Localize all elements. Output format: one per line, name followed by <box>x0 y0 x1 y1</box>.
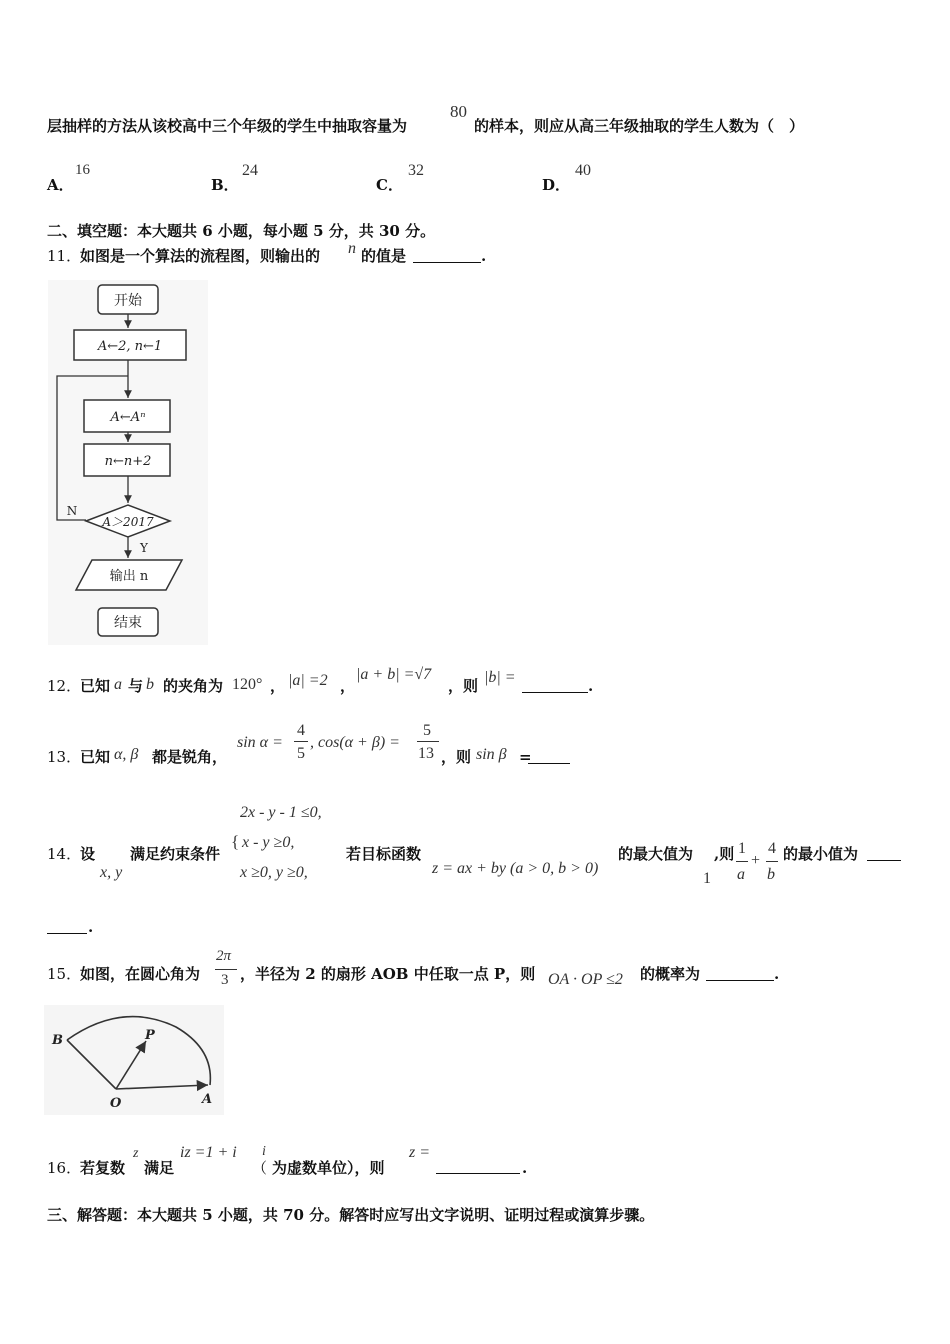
q10-option-c-value: 32 <box>408 162 424 179</box>
q12-text-4: ，则 <box>448 677 479 695</box>
q13-f2-den: 13 <box>418 745 434 762</box>
flow-end-text: 结束 <box>114 615 142 631</box>
q15-angle-den: 3 <box>221 972 229 988</box>
q14-text-5: ,则 <box>714 845 735 863</box>
q14-e2-bar <box>766 861 778 862</box>
q13-vars: α, β <box>114 746 139 763</box>
q10-option-d-label: D． <box>542 176 571 194</box>
q12-text-1: 已知 <box>80 677 111 695</box>
flow-no-label: N <box>66 504 78 518</box>
q14-constraint-3: x ≥0, y ≥0, <box>240 864 308 881</box>
q10-sample-size: 80 <box>450 102 467 121</box>
q12-answer-blank[interactable] <box>522 692 588 693</box>
q14-e1-den: a <box>737 866 745 883</box>
q13-answer-blank[interactable] <box>528 763 570 764</box>
q12-var-a: a <box>114 676 122 693</box>
q12-comma-1: ， <box>270 677 286 695</box>
q14-e1-num: 1 <box>738 840 746 857</box>
q13-eq: = <box>519 748 532 766</box>
q11-number: 11． <box>47 247 82 265</box>
q15-sector-figure <box>44 1005 224 1115</box>
q14-end: . <box>88 918 94 936</box>
q12-number: 12． <box>47 677 82 695</box>
sector-label-p: P <box>145 1028 155 1043</box>
q14-text-4: 的最大值为 <box>618 845 694 863</box>
q14-text-3: 若目标函数 <box>346 845 422 863</box>
q14-constraint-2: x - y ≥0, <box>242 834 295 851</box>
q13-cos-lhs: , cos(α + β) = <box>310 734 400 751</box>
q16-var-i: i <box>262 1144 266 1159</box>
q13-f1-den: 5 <box>297 745 305 762</box>
q10-option-a-value: 16 <box>75 162 90 178</box>
sector-label-b: B <box>52 1033 63 1048</box>
flow-output-text: 输出 n <box>109 569 149 584</box>
q15-text-2: ，半径为 2 的扇形 AOB 中任取一点 P，则 <box>240 965 536 983</box>
q14-objective: z = ax + by (a > 0, b > 0) <box>432 860 599 877</box>
q10-option-c-label: C． <box>376 176 403 194</box>
q15-text-3: 的概率为 <box>640 965 701 983</box>
section2-title: 二、填空题：本大题共 6 小题，每小题 5 分，共 30 分。 <box>47 222 436 240</box>
q11-answer-blank[interactable] <box>413 262 481 263</box>
q14-e2-num: 4 <box>768 840 776 857</box>
q12-text-2: 与 <box>128 677 144 695</box>
q10-option-b-label: B． <box>211 176 239 194</box>
q14-e1-bar <box>736 861 748 862</box>
q14-brace: { <box>231 832 240 851</box>
q15-angle-bar <box>215 969 237 970</box>
q15-answer-blank[interactable] <box>706 980 774 981</box>
q16-z-eq: z = <box>409 1144 431 1161</box>
q15-expr: OA · OP ≤2 <box>548 971 623 988</box>
q13-f1-bar <box>294 741 308 742</box>
q10-option-d-value: 40 <box>575 162 591 179</box>
q14-constraint-1: 2x - y - 1 ≤0, <box>240 804 322 821</box>
q16-end: . <box>522 1159 528 1177</box>
q14-xy: x, y <box>100 864 123 881</box>
sector-label-a: A <box>202 1092 213 1107</box>
q14-plus: + <box>751 852 761 869</box>
q12-angle: 120° <box>232 676 263 693</box>
q14-text-1: 设 <box>80 845 96 863</box>
q13-sinb: sin β <box>476 746 507 763</box>
q12-mod-a: |a| =2 <box>288 672 328 689</box>
section3-title: 三、解答题：本大题共 5 小题，共 70 分。解答时应写出文字说明、证明过程或演算步骤。 <box>47 1206 655 1224</box>
q12-text-3: 的夹角为 <box>163 677 224 695</box>
q13-text-1: 已知 <box>80 748 111 766</box>
q11-var-n: n <box>348 240 356 257</box>
q16-text-1: 若复数 <box>80 1159 126 1177</box>
q13-f1-num: 4 <box>297 722 305 739</box>
q13-f2-bar <box>417 741 439 742</box>
q11-flowchart <box>48 280 208 645</box>
q14-text-6: 的最小值为 <box>783 845 859 863</box>
sector-label-o: O <box>110 1096 122 1111</box>
q16-number: 16． <box>47 1159 82 1177</box>
flow-step2-text: n←n+2 <box>104 454 152 469</box>
q10-option-a-label: A． <box>47 176 74 194</box>
q12-mod-b: |b| = <box>484 669 516 686</box>
q14-text-2: 满足约束条件 <box>130 845 221 863</box>
flow-step1-text: A←Aⁿ <box>110 410 146 425</box>
flow-init-text: A←2, n←1 <box>97 339 163 354</box>
q12-var-b: b <box>146 676 154 693</box>
q15-text-1: 如图，在圆心角为 <box>80 965 201 983</box>
q14-number: 14． <box>47 845 82 863</box>
q10-stem-b: 的样本，则应从高三年级抽取的学生人数为（ ） <box>474 117 805 135</box>
q16-text-4: 为虚数单位），则 <box>272 1159 385 1177</box>
q11-text-b: 的值是 <box>361 247 407 265</box>
q10-option-b-value: 24 <box>242 162 258 179</box>
q16-var-z: z <box>133 1146 139 1161</box>
q11-end: . <box>481 247 487 265</box>
q15-end: . <box>774 965 780 983</box>
q10-stem-a: 层抽样的方法从该校高中三个年级的学生中抽取容量为 <box>47 117 408 135</box>
q16-text-3: （ <box>252 1159 268 1177</box>
q15-angle-num: 2π <box>216 948 232 964</box>
q13-f2-num: 5 <box>423 722 431 739</box>
q15-number: 15． <box>47 965 82 983</box>
q13-sin-lhs: sin α = <box>237 734 283 751</box>
q14-answer-blank-2[interactable] <box>47 933 87 934</box>
flow-decision-text: A＞2017 <box>102 515 154 529</box>
q12-mod-sum: |a + b| =√7 <box>356 666 432 683</box>
q13-text-2: 都是锐角， <box>152 748 228 766</box>
flow-start-text: 开始 <box>114 293 142 309</box>
q13-text-3: ，则 <box>441 748 472 766</box>
q16-equation: iz =1 + i <box>180 1144 237 1161</box>
q11-text-a: 如图是一个算法的流程图，则输出的 <box>80 247 321 265</box>
q16-answer-blank[interactable] <box>436 1173 520 1174</box>
q14-max-value: 1 <box>703 870 711 887</box>
flow-yes-label: Y <box>140 541 148 555</box>
q14-answer-blank-1[interactable] <box>867 860 901 861</box>
q12-comma-2: ， <box>340 677 356 695</box>
q16-text-2: 满足 <box>144 1159 175 1177</box>
q14-e2-den: b <box>767 866 775 883</box>
q12-end: . <box>588 677 594 695</box>
q13-number: 13． <box>47 748 82 766</box>
